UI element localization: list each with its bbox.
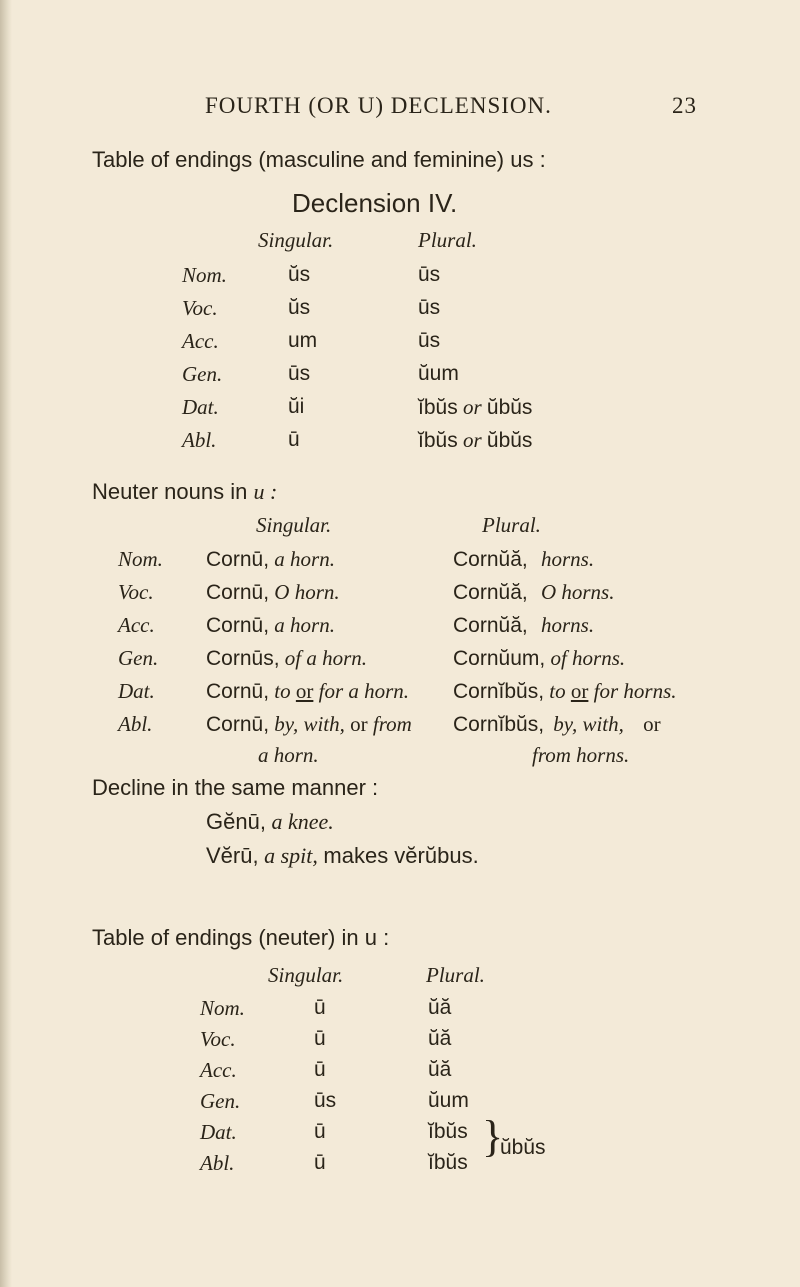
- plural-ending: ūs: [418, 296, 441, 319]
- singular-ending: ū: [314, 996, 326, 1019]
- latin-word: Cornū,: [206, 680, 270, 703]
- case-label: Nom.: [182, 263, 227, 287]
- case-label: Acc.: [182, 329, 219, 353]
- singular-ending: ū: [314, 1058, 326, 1081]
- or-word: or: [462, 428, 482, 452]
- singular-ending: ŭi: [288, 395, 305, 418]
- or-word: or: [462, 395, 482, 419]
- plural-ending: ĭbŭs: [428, 1120, 468, 1143]
- plural-ending: ŭă: [428, 1027, 452, 1050]
- page-number: 23: [672, 93, 697, 118]
- case-label: Dat.: [118, 679, 155, 703]
- singular-ending: ŭs: [288, 263, 311, 286]
- english-gloss: by, with,: [553, 712, 624, 736]
- latin-word: Cornū,: [206, 581, 270, 604]
- neuter-intro-u: u :: [253, 479, 278, 504]
- decline-genu: [206, 809, 334, 835]
- plural-form: [453, 712, 661, 737]
- latin-word: Cornĭbŭs,: [453, 713, 545, 736]
- plural-gloss-continuation: from horns.: [532, 743, 630, 767]
- singular-ending: ū: [314, 1151, 326, 1174]
- english-gloss: of horns.: [550, 646, 626, 670]
- english-gloss: a horn.: [274, 613, 335, 637]
- plural-ending: [418, 428, 532, 453]
- table2-col-plural: Plural.: [426, 963, 485, 987]
- singular-form: [206, 613, 335, 638]
- case-label: Gen.: [118, 646, 159, 670]
- case-label: Abl.: [118, 712, 153, 736]
- decline-intro: Decline in the same manner :: [92, 775, 379, 800]
- english-gloss: a horn.: [274, 547, 335, 571]
- singular-form: [206, 679, 409, 704]
- case-label: Voc.: [200, 1027, 236, 1051]
- plural-form-a: ĭbŭs: [418, 396, 458, 419]
- plural-form-b: ŭbŭs: [486, 396, 533, 419]
- latin-word: Cornŭă,: [453, 581, 528, 604]
- neuter-intro: [92, 479, 277, 505]
- english-gloss: to: [274, 679, 291, 703]
- singular-ending: um: [288, 329, 318, 352]
- latin-word: Gĕnū,: [206, 809, 266, 834]
- plural-form: [453, 646, 625, 671]
- plural-form-a: ĭbŭs: [418, 429, 458, 452]
- plural-ending: ūs: [418, 263, 441, 286]
- latin-word: Cornĭbŭs,: [453, 680, 545, 703]
- latin-word: Cornūs,: [206, 647, 280, 670]
- brace-icon: }: [482, 1112, 504, 1161]
- veru-note: makes vĕrŭbus.: [323, 843, 479, 868]
- singular-form: [206, 547, 335, 572]
- table1-col-plural: Plural.: [418, 228, 477, 252]
- english-gloss: horns.: [540, 547, 595, 571]
- plural-form: [453, 679, 677, 704]
- english-gloss: for horns.: [593, 679, 677, 703]
- case-label: Nom.: [118, 547, 163, 571]
- table1-intro: Table of endings (masculine and feminine) us :: [92, 147, 546, 172]
- plural-ending: ŭum: [418, 362, 459, 385]
- table2-col-singular: Singular.: [268, 963, 344, 987]
- plural-ending: ŭă: [428, 996, 452, 1019]
- latin-word: Cornū,: [206, 548, 270, 571]
- singular-ending: ŭs: [288, 296, 311, 319]
- english-gloss: by, with,: [274, 712, 345, 736]
- or-word: or: [570, 679, 589, 703]
- table1-title: Declension IV.: [292, 188, 458, 218]
- singular-form: [206, 646, 367, 671]
- english-gloss: O horn.: [274, 580, 340, 604]
- brace-alt-ending: ŭbŭs: [500, 1136, 546, 1159]
- neuter-col-plural: Plural.: [482, 513, 541, 537]
- english-gloss: from: [372, 712, 412, 736]
- latin-word: Vĕrū,: [206, 843, 259, 868]
- case-label: Abl.: [200, 1151, 235, 1175]
- english-gloss: a spit,: [264, 843, 318, 868]
- latin-word: Cornŭum,: [453, 647, 546, 670]
- or-word: or: [295, 679, 314, 703]
- case-label: Abl.: [182, 428, 217, 452]
- singular-form: [206, 712, 412, 737]
- plural-ending: ūs: [418, 329, 441, 352]
- singular-ending: ūs: [314, 1089, 337, 1112]
- plural-form: [453, 580, 614, 605]
- case-label: Voc.: [118, 580, 154, 604]
- latin-word: Cornŭă,: [453, 548, 528, 571]
- latin-word: Cornū,: [206, 614, 270, 637]
- neuter-intro-text: Neuter nouns in: [92, 479, 254, 504]
- plural-ending: ŭum: [428, 1089, 469, 1112]
- neuter-col-singular: Singular.: [256, 513, 332, 537]
- table2-intro: Table of endings (neuter) in u :: [92, 925, 390, 950]
- table1-col-singular: Singular.: [258, 228, 334, 252]
- english-gloss: O horns.: [540, 580, 615, 604]
- singular-ending: ū: [288, 428, 300, 451]
- or-word: or: [350, 712, 368, 736]
- english-gloss: horns.: [540, 613, 595, 637]
- running-header-title: FOURTH (OR U) DECLENSION.: [205, 93, 552, 118]
- decline-veru: [206, 843, 479, 869]
- english-gloss: of a horn.: [284, 646, 368, 670]
- case-label: Dat.: [200, 1120, 237, 1144]
- english-gloss: for a horn.: [318, 679, 410, 703]
- case-label: Gen.: [200, 1089, 241, 1113]
- plural-ending: ŭă: [428, 1058, 452, 1081]
- plural-form: [453, 547, 594, 572]
- latin-word: Cornŭă,: [453, 614, 528, 637]
- case-label: Acc.: [118, 613, 155, 637]
- english-gloss: to: [549, 679, 566, 703]
- singular-gloss-continuation: a horn.: [258, 743, 319, 767]
- case-label: Gen.: [182, 362, 223, 386]
- case-label: Acc.: [200, 1058, 237, 1082]
- case-label: Dat.: [182, 395, 219, 419]
- or-word: or: [643, 712, 661, 736]
- page-spine-shadow: [0, 0, 12, 1287]
- plural-form: [453, 613, 594, 638]
- plural-ending: ĭbŭs: [428, 1151, 468, 1174]
- english-gloss: a knee.: [271, 809, 334, 834]
- plural-form-b: ŭbŭs: [486, 429, 533, 452]
- case-label: Nom.: [200, 996, 245, 1020]
- plural-ending: [418, 395, 532, 420]
- singular-form: [206, 580, 340, 605]
- singular-ending: ū: [314, 1120, 326, 1143]
- latin-word: Cornū,: [206, 713, 270, 736]
- singular-ending: ū: [314, 1027, 326, 1050]
- case-label: Voc.: [182, 296, 218, 320]
- singular-ending: ūs: [288, 362, 311, 385]
